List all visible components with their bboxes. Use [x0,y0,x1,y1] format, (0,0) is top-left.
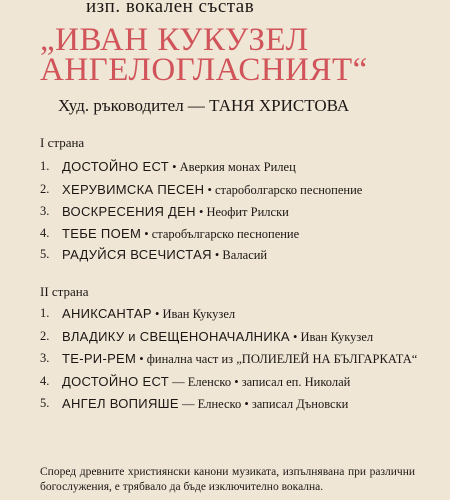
track-credit: • староболгарско песнопение [204,182,363,197]
track-number: 2. [40,181,50,196]
track-number: 4. [40,373,50,388]
track-credit: • Аверкия монах Рилец [168,160,296,174]
track-item [40,246,440,265]
track-item [40,328,440,347]
side-1-label: I страна [40,135,85,150]
track-credit: • Иван Кукузел [289,329,374,344]
track-number: 1. [40,306,50,320]
track-item [40,225,440,244]
track-number: 2. [40,328,50,343]
track-item [40,395,440,414]
track-item [40,373,440,392]
side-2-label: II страна [40,284,89,299]
performer-line: изп. вокален състав [86,0,255,17]
track-number: 5. [40,396,50,410]
track-item [40,158,440,177]
track-title: ХЕРУВИМСКА ПЕСЕН [62,181,205,197]
track-number: 1. [40,159,50,173]
track-title: ВЛАДИКУ и СВЕЩЕНОНАЧАЛНИКА [62,328,290,344]
track-title: ТЕБЕ ПОЕМ [62,225,142,241]
track-item [40,181,440,200]
side-1-tracklist [40,158,440,265]
track-credit: • старобългарско песнопение [141,226,300,241]
track-credit: — Еленско • записал еп. Николай [168,374,351,389]
ensemble-name-line2: АНГЕЛОГЛАСНИЯТ“ [40,52,368,88]
track-item [40,350,440,369]
track-title: АНИКСАНТАР [62,306,152,321]
track-title: ТЕ-РИ-РЕМ [62,351,137,366]
track-title: ДОСТОЙНО ЕСТ [62,159,169,174]
track-number: 3. [40,351,50,365]
track-credit: • Валасий [211,248,268,262]
track-credit: • финална част из „ПОЛИЕЛЕЙ НА БЪЛГАРКАТА“ [136,352,418,366]
track-number: 5. [40,247,50,261]
side-2-tracklist [40,305,440,414]
track-title: ДОСТОЙНО ЕСТ [62,373,169,389]
ensemble-name-line1: „ИВАН КУКУЗЕЛ [40,22,309,58]
track-title: АНГЕЛ ВОПИЯШЕ [62,396,179,411]
track-item [40,305,440,324]
artistic-director: Худ. ръководител — ТАНЯ ХРИСТОВА [58,96,350,115]
track-title: РАДУЙСЯ ВСЕЧИСТАЯ [62,247,212,262]
track-item [40,203,440,222]
track-credit: — Елнеско • записал Дъновски [178,397,349,411]
track-credit: • Неофит Рилски [195,205,289,219]
liner-note: Според древните християнски канони музиката, изпълнявана при различни богослужения, е трябвало да бъде изключително вокална. [40,466,415,493]
track-title: ВОСКРЕСЕНИЯ ДЕН [62,204,196,219]
track-credit: • Иван Кукузел [151,307,236,321]
track-number: 4. [40,225,50,240]
track-number: 3. [40,204,50,218]
ensemble-name [40,22,368,88]
